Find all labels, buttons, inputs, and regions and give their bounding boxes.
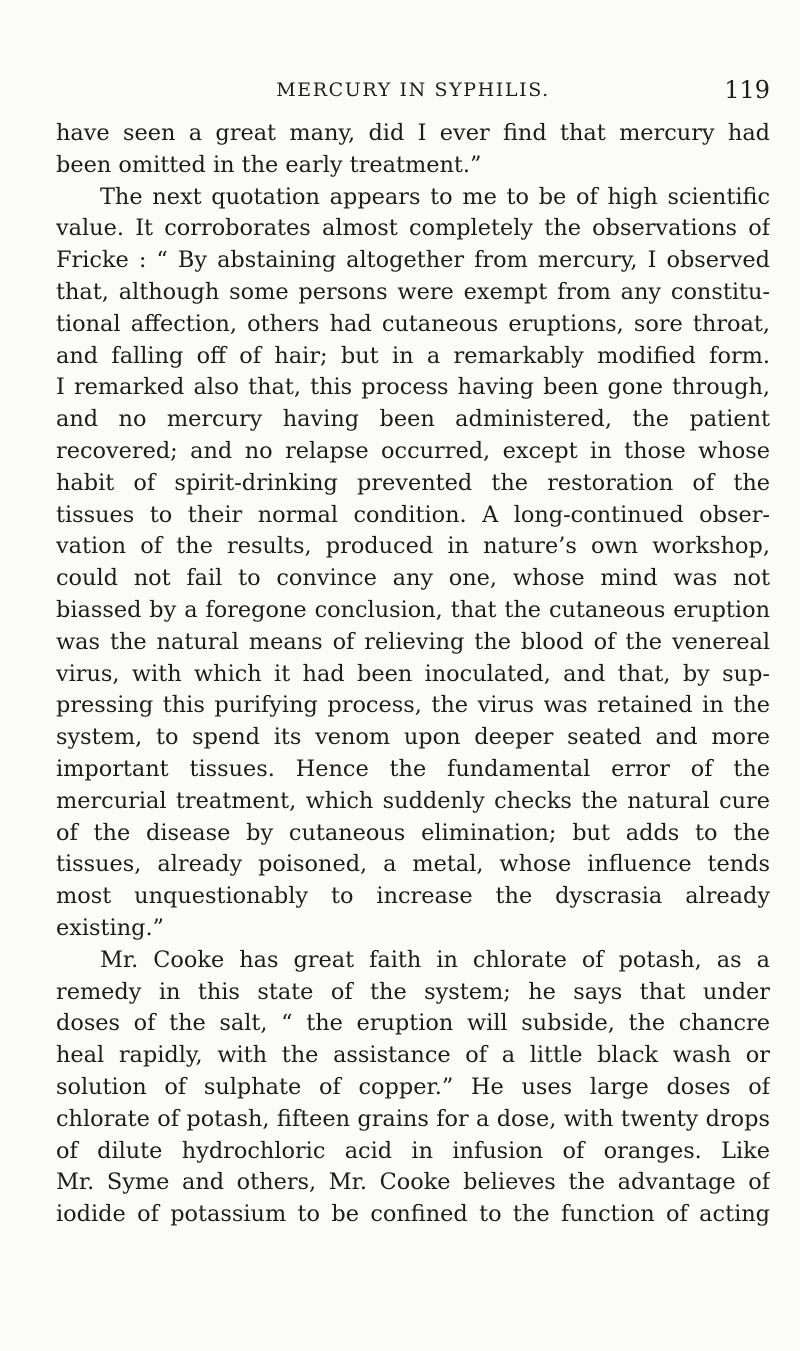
text-line: was the natural means of relieving the blood of the venereal (56, 628, 770, 655)
text-line: vation of the results, produced in nature’s own workshop, (56, 533, 770, 560)
text-line: system, to spend its venom upon deeper seated and more (56, 724, 770, 751)
running-title: MERCURY IN SYPHILIS. (276, 79, 550, 101)
text-line: pressing this purifying process, the virus was retained in the (56, 692, 770, 719)
text-line: been omitted in the early treatment.” (56, 151, 482, 178)
text-line: biassed by a foregone conclusion, that the cutaneous eruption (56, 596, 770, 623)
text-line: doses of the salt, “ the eruption will subside, the chancre (56, 1010, 770, 1037)
text-line: Mr. Cooke has great faith in chlorate of potash, as a (100, 946, 770, 973)
text-line: recovered; and no relapse occurred, except in those whose (56, 437, 770, 464)
text-line: important tissues. Hence the fundamental error of the (56, 755, 770, 782)
running-head (56, 74, 770, 106)
text-line: chlorate of potash, fifteen grains for a dose, with twenty drops (56, 1105, 770, 1132)
text-line: of dilute hydrochloric acid in infusion of oranges. Like (56, 1137, 770, 1164)
text-line: mercurial treatment, which suddenly checks the natural cure (56, 787, 770, 814)
text-line: most unquestionably to increase the dyscrasia already (56, 883, 770, 910)
text-line: solution of sulphate of copper.” He uses large doses of (56, 1073, 770, 1100)
text-line: I remarked also that, this process having been gone through, (56, 374, 770, 401)
text-line: tissues, already poisoned, a metal, whose influence tends (56, 851, 770, 878)
text-line: of the disease by cutaneous elimination; but adds to the (56, 819, 770, 846)
text-line: existing.” (56, 914, 165, 941)
text-line: and falling off of hair; but in a remarkably modified form. (56, 342, 770, 369)
text-line: and no mercury having been administered, the patient (56, 406, 770, 433)
text-line: remedy in this state of the system; he says that under (56, 978, 770, 1005)
text-line: that, although some persons were exempt from any constitu- (56, 278, 770, 305)
text-line: have seen a great many, did I ever find that mercury had (56, 120, 770, 146)
text-line: heal rapidly, with the assistance of a little black wash or (56, 1042, 770, 1069)
text-line: The next quotation appears to me to be of high scientific (100, 183, 770, 210)
text-line: tional affection, others had cutaneous eruptions, sore throat, (56, 310, 770, 337)
text-line: value. It corroborates almost completely the observations of (56, 215, 770, 242)
text-line: virus, with which it had been inoculated, and that, by sup- (56, 660, 770, 687)
page-number: 119 (724, 76, 770, 104)
text-line: Fricke : “ By abstaining altogether from mercury, I observed (56, 247, 770, 274)
text-line: Mr. Syme and others, Mr. Cooke believes the advantage of (56, 1169, 770, 1196)
text-line: habit of spirit-drinking prevented the restoration of the (56, 469, 770, 496)
body-text (56, 118, 770, 1231)
text-line: could not fail to convince any one, whose mind was not (56, 565, 770, 592)
text-line: iodide of potassium to be confined to the function of acting (56, 1201, 770, 1228)
text-line: tissues to their normal condition. A long-continued obser- (56, 501, 770, 528)
